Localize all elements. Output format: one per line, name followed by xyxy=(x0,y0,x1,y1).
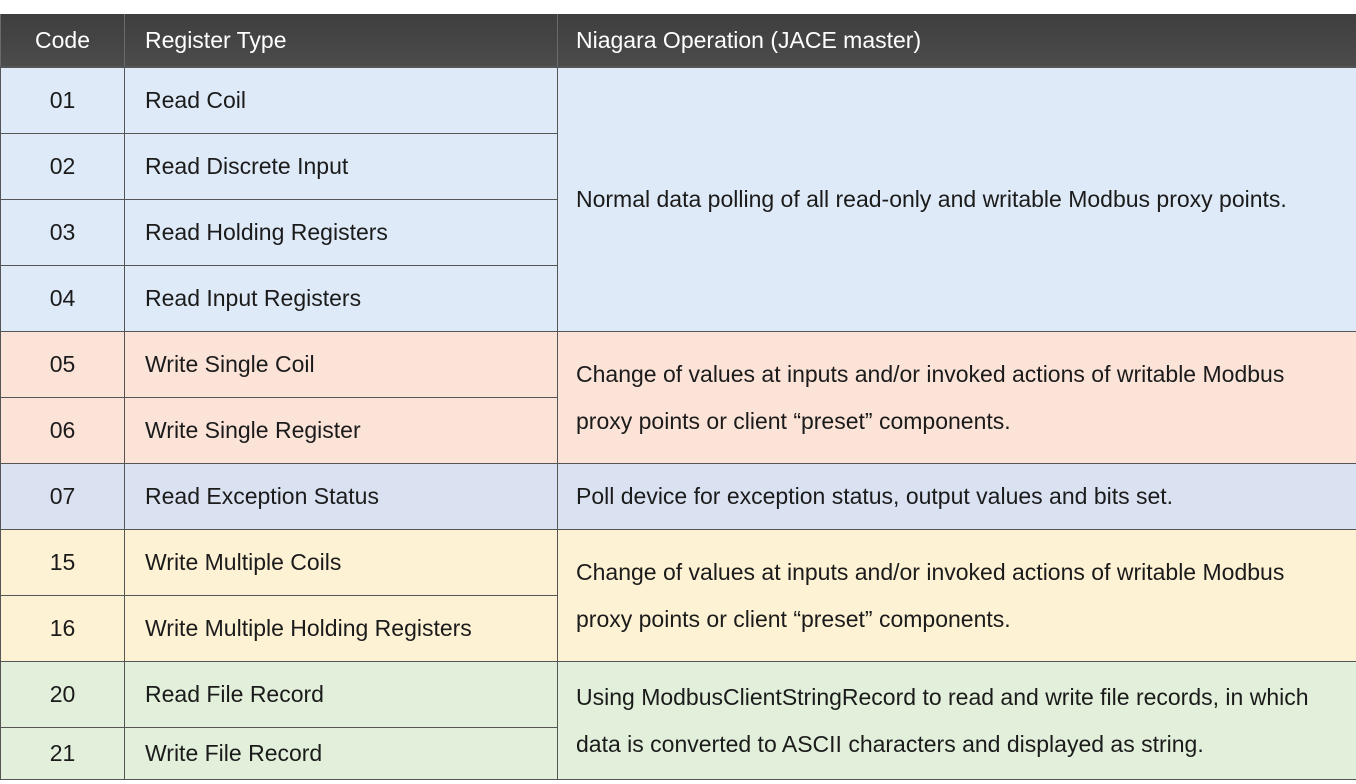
function-code: 06 xyxy=(1,398,125,464)
function-code: 20 xyxy=(1,662,125,728)
register-type: Read File Record xyxy=(125,662,558,728)
table-row xyxy=(1,530,1356,596)
table-row xyxy=(1,332,1356,398)
group-read xyxy=(1,67,1356,332)
function-code: 07 xyxy=(1,464,125,530)
group-exception-status xyxy=(1,464,1356,530)
register-type: Write File Record xyxy=(125,728,558,780)
function-code: 15 xyxy=(1,530,125,596)
niagara-operation: Change of values at inputs and/or invoked actions of writable Modbus proxy points or client “preset” components. xyxy=(558,530,1356,662)
function-code: 21 xyxy=(1,728,125,780)
function-code: 16 xyxy=(1,596,125,662)
table-header xyxy=(1,14,1356,67)
table-row xyxy=(1,662,1356,728)
group-file-record xyxy=(1,662,1356,780)
table-row xyxy=(1,464,1356,530)
register-type: Read Holding Registers xyxy=(125,200,558,266)
group-write-multiple xyxy=(1,530,1356,662)
modbus-function-code-table xyxy=(0,14,1356,780)
niagara-operation: Normal data polling of all read-only and writable Modbus proxy points. xyxy=(558,67,1356,332)
register-type: Read Discrete Input xyxy=(125,134,558,200)
group-write-single xyxy=(1,332,1356,464)
function-code: 02 xyxy=(1,134,125,200)
niagara-operation: Using ModbusClientStringRecord to read and write file records, in which data is converted to ASCII characters and displayed as string. xyxy=(558,662,1356,780)
register-type: Write Multiple Holding Registers xyxy=(125,596,558,662)
table-row xyxy=(1,67,1356,134)
niagara-operation: Poll device for exception status, output values and bits set. xyxy=(558,464,1356,530)
function-code: 04 xyxy=(1,266,125,332)
column-header-niagara-operation: Niagara Operation (JACE master) xyxy=(558,14,1356,67)
register-type: Write Single Register xyxy=(125,398,558,464)
register-type: Read Input Registers xyxy=(125,266,558,332)
column-header-register-type: Register Type xyxy=(125,14,558,67)
function-code: 03 xyxy=(1,200,125,266)
register-type: Read Exception Status xyxy=(125,464,558,530)
register-type: Write Single Coil xyxy=(125,332,558,398)
function-code: 01 xyxy=(1,67,125,134)
column-header-code: Code xyxy=(1,14,125,67)
niagara-operation: Change of values at inputs and/or invoked actions of writable Modbus proxy points or client “preset” components. xyxy=(558,332,1356,464)
register-type: Write Multiple Coils xyxy=(125,530,558,596)
function-code: 05 xyxy=(1,332,125,398)
header-row xyxy=(1,14,1356,67)
register-type: Read Coil xyxy=(125,67,558,134)
